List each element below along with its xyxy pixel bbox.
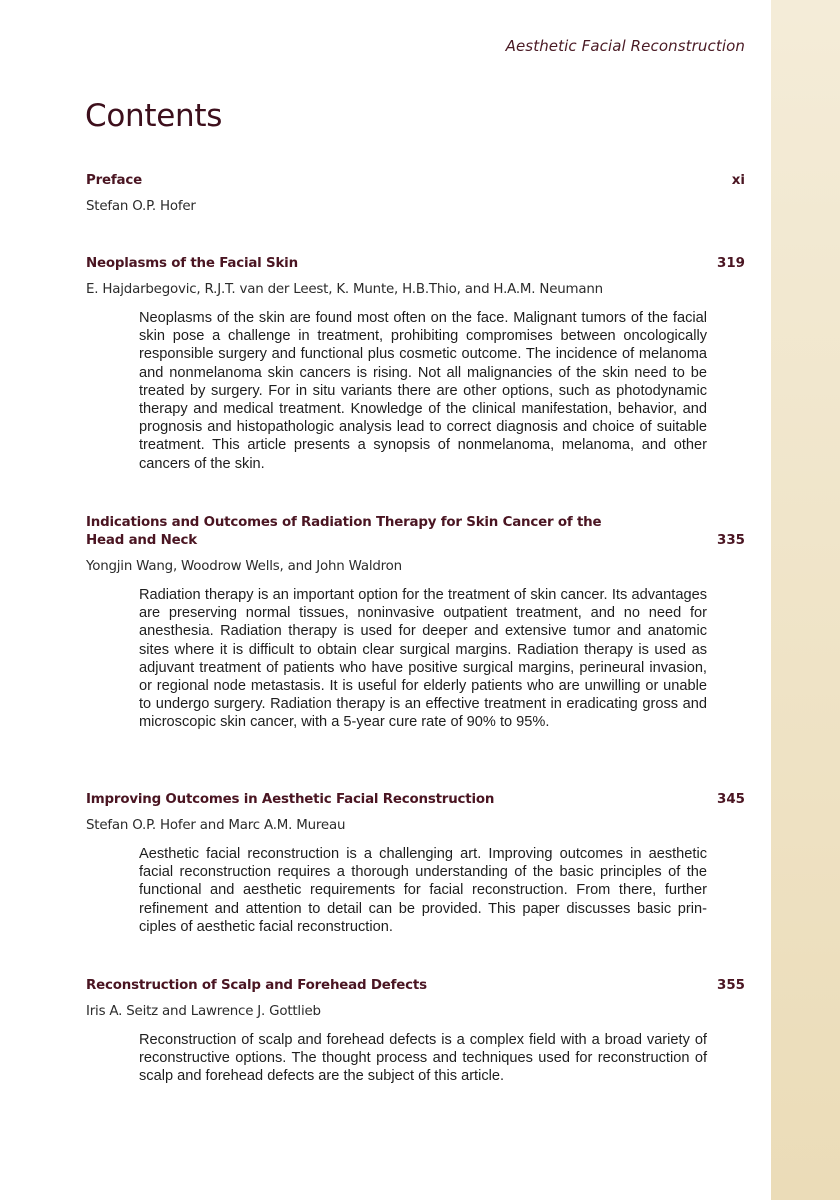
toc-entry-page-number[interactable]: 319: [717, 256, 745, 271]
toc-entry-heading[interactable]: [86, 172, 745, 190]
running-head: Aesthetic Facial Reconstruction: [505, 37, 745, 55]
page-title: Contents: [85, 98, 223, 134]
toc-entry-page-number[interactable]: 345: [717, 792, 745, 807]
toc-entry-authors: E. Hajdarbegovic, R.J.T. van der Leest, K. Munte, H.B.Thio, and H.A.M. Neumann: [86, 282, 603, 297]
toc-entry-title[interactable]: Reconstruction of Scalp and Forehead Defects: [86, 978, 427, 993]
toc-entry-authors: Yongjin Wang, Woodrow Wells, and John Waldron: [86, 559, 402, 574]
toc-entry-title[interactable]: Neoplasms of the Facial Skin: [86, 256, 298, 271]
toc-entry-title[interactable]: Improving Outcomes in Aesthetic Facial Reconstruction: [86, 792, 495, 807]
toc-entry-heading[interactable]: [86, 791, 745, 809]
toc-entry-authors: Stefan O.P. Hofer and Marc A.M. Mureau: [86, 818, 346, 833]
toc-entry-title[interactable]: Indications and Outcomes of Radiation Therapy for Skin Cancer of the Head and Neck: [86, 515, 602, 548]
toc-entry-page-number[interactable]: 335: [717, 533, 745, 548]
toc-entry-improving-outcomes: [86, 791, 745, 936]
toc-entry-heading[interactable]: [86, 514, 745, 550]
toc-entry-scalp-forehead: [86, 977, 745, 1086]
toc-entry-preface: [86, 172, 745, 216]
toc-entry-abstract: Neoplasms of the skin are found most often on the face. Malignant tumors of the facial skin pose a challenge in treatment, prohibiting compromises between oncologically responsible surgery and functional plus cosmetic outcome. The incidence of melanoma and nonmelanoma skin cancers is rising. Not all malignancies of the skin need to be treated by surgery. For in situ variants there are other options, such as photodynamic therapy and medical treatment. Knowledge of the clinical manifestation, behavior, and prognosis and histopathologic analysis lead to correct diagnosis and choice of suitable treatment. This article presents a synopsis of nonmelanoma, melanoma, and other cancers of the skin.: [139, 310, 707, 472]
toc-entry-abstract: Aesthetic facial reconstruction is a challenging art. Improving outcomes in aesthetic facial reconstruction requires a thorough understanding of the basic principles of the functional and aesthetic requirements for facial reconstruction. From there, further refinement and attention to detail can be provided. This paper discusses basic principles of aesthetic facial reconstruction.: [139, 846, 707, 935]
decorative-side-band: [771, 0, 840, 1200]
toc-entry-abstract: Radiation therapy is an important option for the treatment of skin cancer. Its advantages are preserving normal tissues, noninvasive outpatient treatment, and no need for anesthesia. Radiation therapy is used for deeper and extensive tumor and anatomic sites where it is difficult to obtain clear surgical margins. Radiation therapy is used as adjuvant treatment of patients who have positive surgical margins, perineural invasion, or regional node metastasis. It is useful for elderly patients who are unwilling or unable to undergo surgery. Radiation therapy is an effective treatment in eradicating gross and microscopic skin cancer, with a 5-year cure rate of 90% to 95%.: [139, 587, 707, 731]
toc-entry-heading[interactable]: [86, 255, 745, 273]
toc-entry-page-number[interactable]: xi: [731, 173, 745, 188]
toc-entry-radiation-therapy: [86, 514, 745, 732]
toc-entry-neoplasms: [86, 255, 745, 473]
toc-entry-authors: Iris A. Seitz and Lawrence J. Gottlieb: [86, 1004, 321, 1019]
toc-entry-page-number[interactable]: 355: [717, 978, 745, 993]
toc-entry-authors: Stefan O.P. Hofer: [86, 199, 196, 214]
toc-entry-heading[interactable]: [86, 977, 745, 995]
toc-entry-title[interactable]: Preface: [86, 173, 142, 188]
toc-entry-abstract: Reconstruction of scalp and forehead defects is a complex field with a broad variety of reconstructive options. The thought process and techniques used for reconstruction of scalp and forehead defects are the subject of this article.: [139, 1032, 707, 1085]
